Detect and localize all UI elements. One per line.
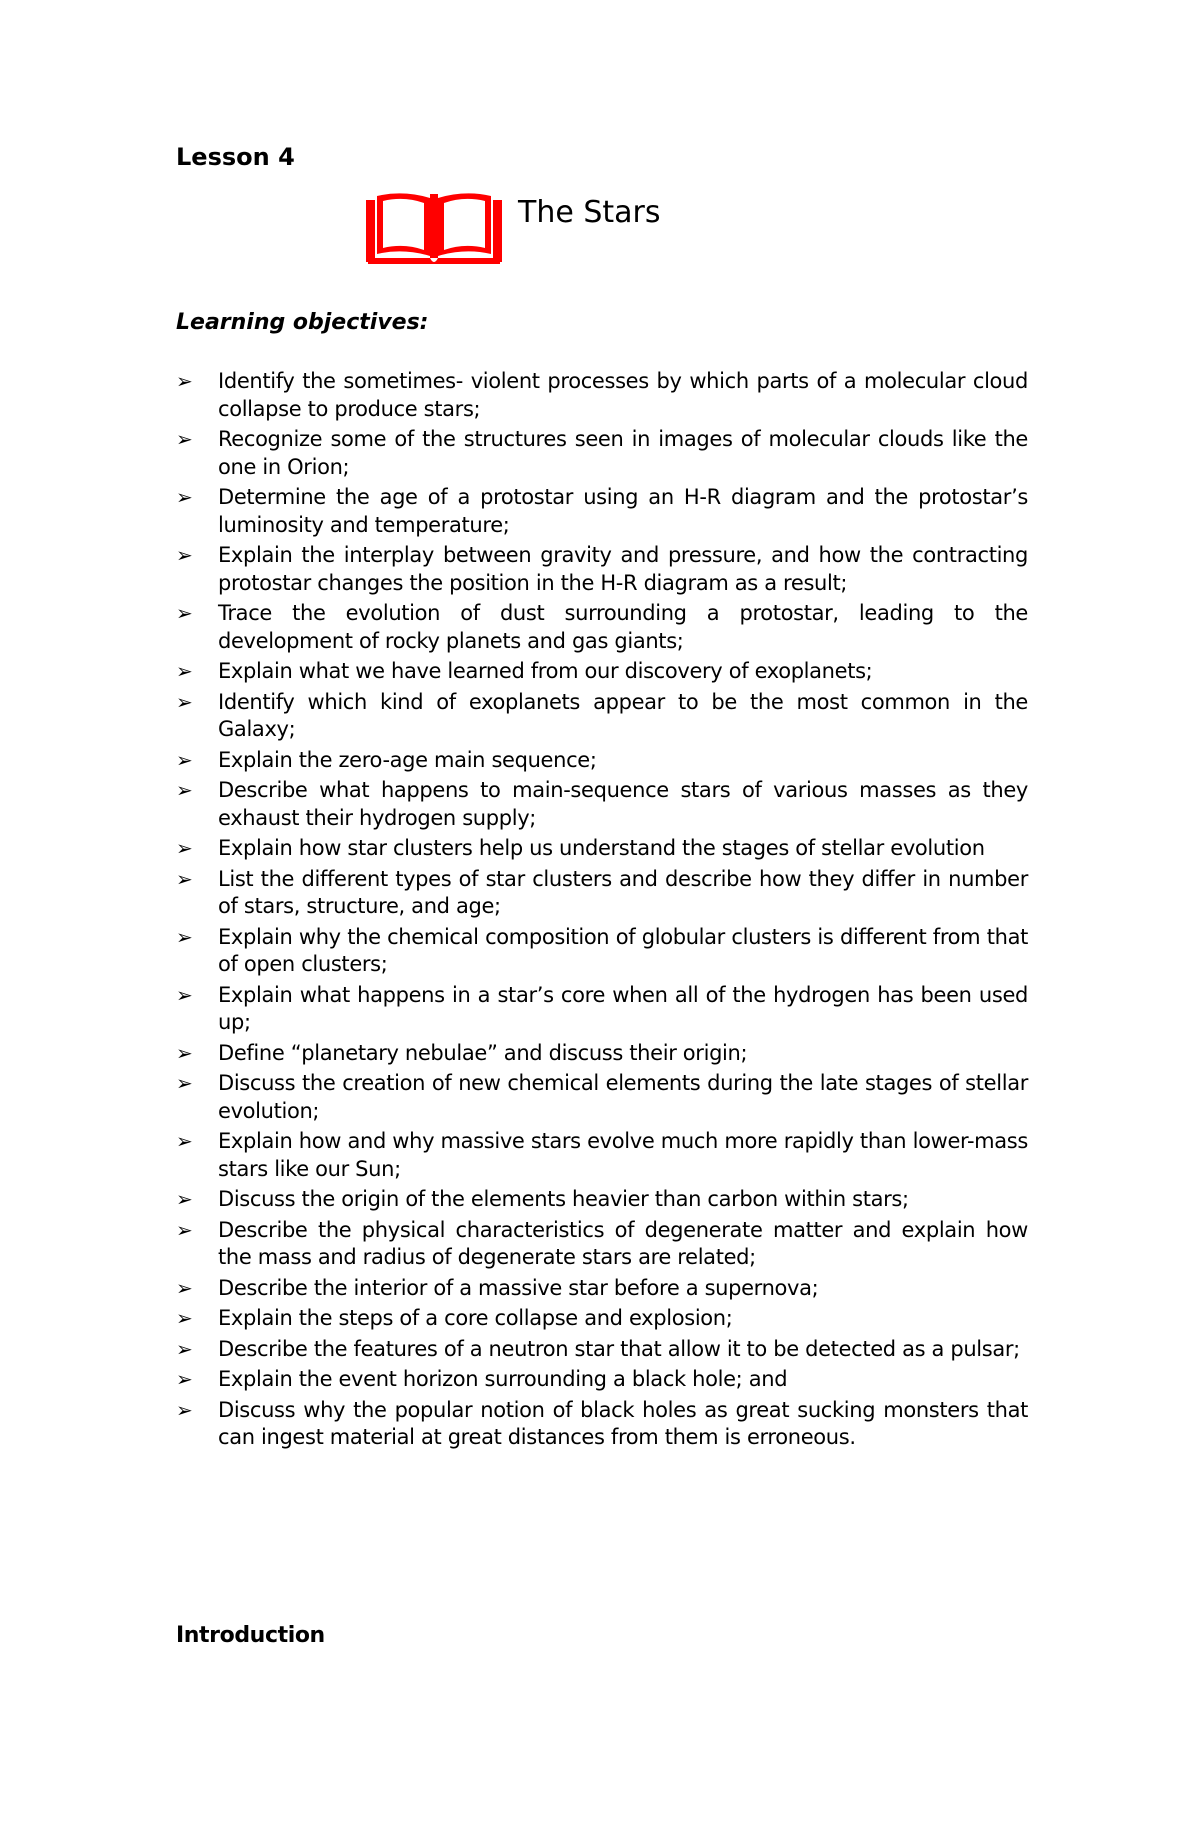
objective-text: Identify the sometimes- violent processes by which parts of a molecular cloud collapse to produce stars; [218,369,1028,421]
objective-text: Discuss the creation of new chemical elements during the late stages of stellar evolution; [218,1071,1028,1123]
objective-item [176,1186,1028,1214]
objective-item [176,689,1028,744]
objective-item [176,658,1028,686]
arrowhead-bullet-icon: ➢ [176,1306,193,1330]
objective-text: Explain the steps of a core collapse and explosion; [218,1306,733,1330]
objective-text: Explain how and why massive stars evolve much more rapidly than lower-mass stars like our Sun; [218,1129,1028,1181]
objective-item [176,866,1028,921]
objective-text: Describe the interior of a massive star before a supernova; [218,1275,819,1300]
objective-item [176,1070,1028,1125]
arrowhead-bullet-icon: ➢ [176,1275,193,1300]
objective-item [176,1397,1028,1452]
arrowhead-bullet-icon: ➢ [176,778,193,802]
objective-text: Describe what happens to main-sequence stars of various masses as they exhaust their hydrogen supply; [218,778,1028,830]
open-book-icon [366,190,502,266]
arrowhead-bullet-icon: ➢ [176,866,193,891]
objective-item [176,426,1028,481]
arrowhead-bullet-icon: ➢ [176,982,193,1007]
arrowhead-bullet-icon: ➢ [176,427,193,451]
arrowhead-bullet-icon: ➢ [176,543,193,567]
arrowhead-bullet-icon: ➢ [176,924,193,949]
arrowhead-bullet-icon: ➢ [176,836,193,860]
objective-text: Determine the age of a protostar using an H-R diagram and the protostar’s luminosity and temperature; [218,485,1028,537]
arrowhead-bullet-icon: ➢ [176,1040,193,1065]
objective-item [176,835,1028,863]
objective-text: Discuss the origin of the elements heavier than carbon within stars; [218,1187,909,1211]
lesson-title: The Stars [518,195,661,230]
objective-item [176,600,1028,655]
objective-item [176,1217,1028,1272]
objective-item [176,982,1028,1037]
objective-text: Explain how star clusters help us understand the stages of stellar evolution [218,836,985,860]
objective-item [176,777,1028,832]
arrowhead-bullet-icon: ➢ [176,747,193,772]
objective-item [176,1336,1028,1364]
objective-item [176,1366,1028,1394]
objective-text: Define “planetary nebulae” and discuss their origin; [218,1040,748,1065]
objective-text: Explain what happens in a star’s core when all of the hydrogen has been used up; [218,982,1028,1034]
objective-item [176,1128,1028,1183]
arrowhead-bullet-icon: ➢ [176,369,193,393]
objective-text: Explain the event horizon surrounding a black hole; and [218,1367,788,1391]
arrowhead-bullet-icon: ➢ [176,485,193,509]
objective-item [176,484,1028,539]
objective-item [176,542,1028,597]
objectives-list [176,368,1028,1455]
objective-text: Describe the physical characteristics of degenerate matter and explain how the mass and radius of degenerate stars are related; [218,1217,1028,1269]
objective-item [176,924,1028,979]
objective-text: Discuss why the popular notion of black holes as great sucking monsters that can ingest material at great distances from them is erroneous. [218,1397,1028,1449]
arrowhead-bullet-icon: ➢ [176,689,193,714]
arrowhead-bullet-icon: ➢ [176,601,193,625]
objective-text: Explain the zero-age main sequence; [218,747,597,772]
arrowhead-bullet-icon: ➢ [176,1129,193,1153]
objective-item [176,1275,1028,1303]
objective-text: Describe the features of a neutron star that allow it to be detected as a pulsar; [218,1336,1020,1361]
objective-text: Explain what we have learned from our discovery of exoplanets; [218,659,873,683]
objective-text: Explain why the chemical composition of globular clusters is different from that of open clusters; [218,924,1028,976]
objectives-heading: Learning objectives: [176,310,429,335]
arrowhead-bullet-icon: ➢ [176,1187,193,1211]
objective-text: Explain the interplay between gravity and pressure, and how the contracting protostar changes the position in the H-R diagram as a result; [218,543,1028,595]
introduction-heading: Introduction [176,1623,325,1648]
objective-item [176,747,1028,775]
arrowhead-bullet-icon: ➢ [176,1397,193,1422]
arrowhead-bullet-icon: ➢ [176,659,193,683]
objective-item [176,1040,1028,1068]
arrowhead-bullet-icon: ➢ [176,1071,193,1095]
arrowhead-bullet-icon: ➢ [176,1217,193,1242]
objective-text: Identify which kind of exoplanets appear to be the most common in the Galaxy; [218,689,1028,741]
objective-text: List the different types of star clusters and describe how they differ in number of stars, structure, and age; [218,866,1028,918]
objective-item [176,1305,1028,1333]
arrowhead-bullet-icon: ➢ [176,1367,193,1391]
lesson-label: Lesson 4 [176,143,295,171]
objective-item [176,368,1028,423]
objective-text: Trace the evolution of dust surrounding a protostar, leading to the development of rocky planets and gas giants; [218,601,1028,653]
objective-text: Recognize some of the structures seen in images of molecular clouds like the one in Orion; [218,427,1028,479]
arrowhead-bullet-icon: ➢ [176,1336,193,1361]
